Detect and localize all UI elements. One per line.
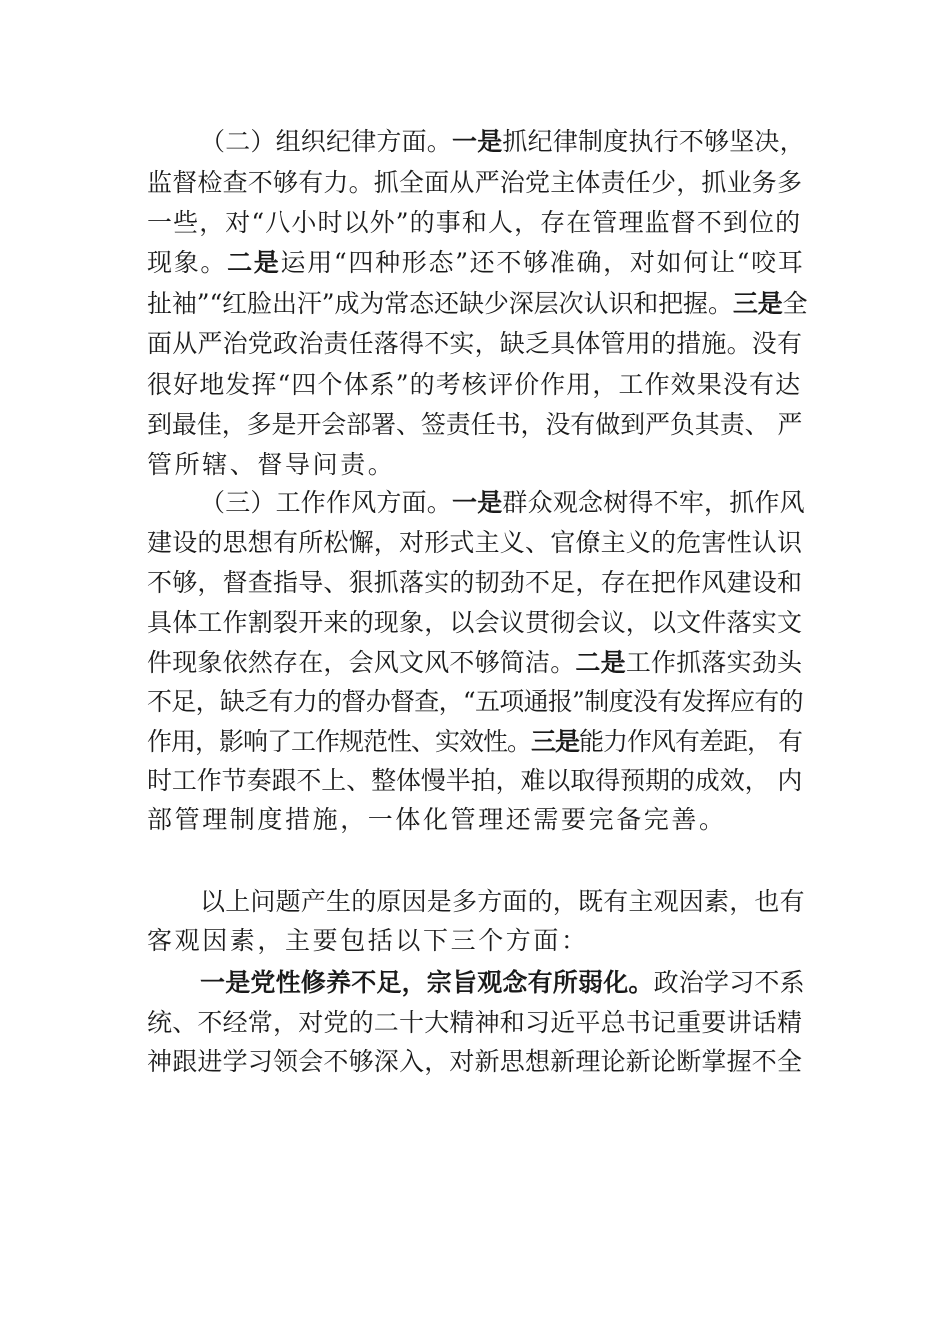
body-text: 现象。 (147, 248, 228, 277)
paragraph-line: 一些，对“八小时以外”的事和人，存在管理监督不到位的 (147, 208, 802, 237)
body-text: 全 (782, 289, 808, 318)
bold-marker: 三是 (732, 289, 783, 318)
paragraph-line: 管所辖、督导问责。 (147, 450, 396, 479)
bold-marker: 二是 (227, 248, 281, 277)
body-text: 件现象依然存在，会风文风不够简洁。 (147, 648, 576, 677)
paragraph-line: 统、不经常，对党的二十大精神和习近平总书记重要讲话精 (147, 1008, 803, 1037)
paragraph-line: 部管理制度措施，一体化管理还需要完备完善。 (147, 805, 727, 834)
paragraph-line: 神跟进学习领会不够深入，对新思想新理论新论断掌握不全 (147, 1047, 803, 1076)
paragraph-line: 以上问题产生的原因是多方面的，既有主观因素，也有 (200, 887, 805, 916)
paragraph-line: 很好地发挥“四个体系”的考核评价作用，工作效果没有达 (147, 370, 802, 399)
paragraph-line: 建设的思想有所松懈，对形式主义、官僚主义的危害性认识 (147, 528, 803, 557)
body-text: 作用，影响了工作规范性、实效性。 (147, 727, 532, 756)
section-heading: （三）工作作风方面。 (200, 488, 453, 517)
paragraph-line: 具体工作割裂开来的现象，以会议贯彻会议，以文件落实文 (147, 608, 803, 637)
paragraph-line (147, 284, 808, 324)
body-text: 政治学习不系 (653, 968, 805, 997)
bold-marker: 一是 (452, 127, 503, 156)
paragraph-line (147, 243, 805, 283)
paragraph-line (147, 643, 802, 683)
paragraph-line: 时工作节奏跟不上、整体慢半拍，难以取得预期的成效， 内 (147, 766, 803, 795)
paragraph-line: 监督检查不够有力。抓全面从严治党主体责任少，抓业务多 (147, 168, 803, 197)
bold-marker: 三是 (531, 727, 580, 756)
body-text: 群众观念树得不牢，抓作风 (502, 488, 805, 517)
paragraph-line (200, 483, 805, 523)
paragraph-line: 不足，缺乏有力的督办督查，“五项通报”制度没有发挥应有的 (147, 687, 803, 716)
paragraph-line (147, 722, 802, 762)
body-text: 工作抓落实劲头 (625, 648, 803, 677)
paragraph-line: 不够，督查指导、狠抓落实的韧劲不足，存在把作风建设和 (147, 568, 803, 597)
body-text: 扯袖”“红脸出汗”成为常态还缺少深层次认识和把握。 (147, 289, 733, 318)
bold-marker: 一是 (452, 488, 503, 517)
paragraph-line (200, 122, 805, 162)
bold-lead: 一是党性修养不足，宗旨观念有所弱化。 (200, 968, 654, 997)
paragraph-line: 客观因素，主要包括以下三个方面： (147, 926, 589, 955)
body-text: 能力作风有差距， 有 (579, 727, 802, 756)
paragraph-line: 面从严治党政治责任落得不实，缺乏具体管用的措施。没有 (147, 329, 803, 358)
paragraph-line (200, 963, 805, 1003)
paragraph-line: 到最佳，多是开会部署、签责任书，没有做到严负其责、 严 (147, 410, 803, 439)
section-heading: （二）组织纪律方面。 (200, 127, 453, 156)
body-text: 运用“四种形态”还不够准确，对如何让“咬耳 (280, 248, 805, 277)
bold-marker: 二是 (575, 648, 626, 677)
body-text: 抓纪律制度执行不够坚决， (502, 127, 805, 156)
